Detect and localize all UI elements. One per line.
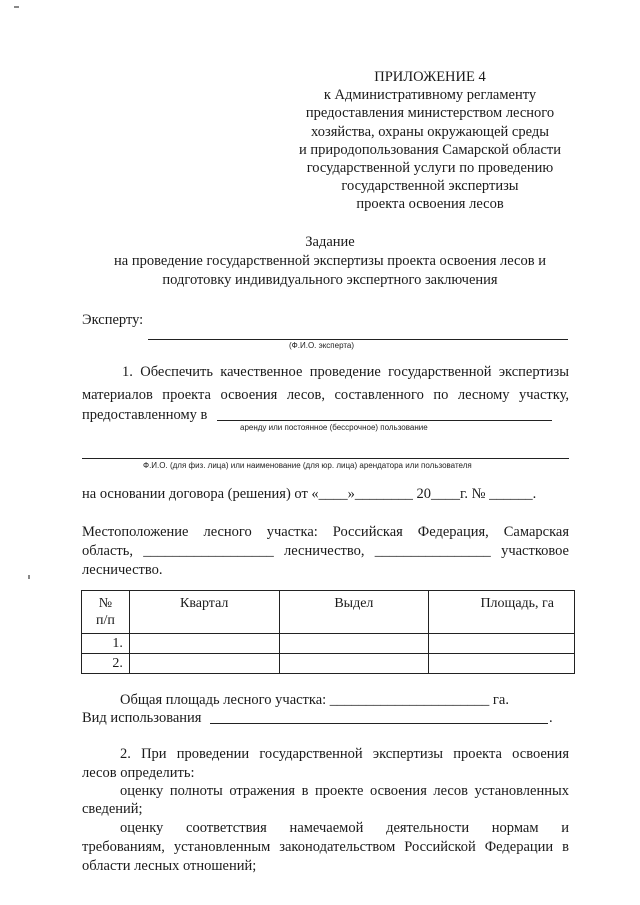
document-title <box>60 233 600 290</box>
row-area <box>429 654 575 674</box>
appendix-line: государственной услуги по проведению <box>306 160 554 177</box>
use-type-label: Вид использования <box>82 710 202 726</box>
appendix-line: и природопользования Самарской области <box>298 141 562 158</box>
table-row <box>82 634 575 654</box>
header-number: № п/п <box>82 591 130 634</box>
table-row <box>82 654 575 674</box>
tenant-line <box>82 458 569 459</box>
expert-caption: (Ф.И.О. эксперта) <box>289 341 355 350</box>
appendix-header <box>290 68 570 214</box>
header-allotment: Выдел <box>279 591 429 634</box>
section2-line3: оценку полноты отражения в проекте освоения лесов установленных <box>120 783 569 799</box>
appendix-line: к Административному регламенту <box>323 87 537 104</box>
location-line3: лесничество. <box>82 562 163 578</box>
row-quarter <box>129 654 279 674</box>
expert-label: Эксперту: <box>82 312 144 328</box>
location-line1: Местоположение лесного участка: Российская Федерация, Самарская <box>82 524 569 540</box>
section2-line4: сведений; <box>82 801 143 817</box>
section2-line1: 2. При проведении государственной экспертизы проекта освоения <box>120 746 569 762</box>
scan-mark <box>14 6 19 8</box>
use-type-line <box>210 723 548 724</box>
section2-line2: лесов определить: <box>82 765 195 781</box>
plots-table <box>81 590 575 674</box>
appendix-line: государственной экспертизы <box>341 178 519 195</box>
section1-line1: 1. Обеспечить качественное проведение государственной экспертизы <box>122 364 569 380</box>
contract-line: на основании договора (решения) от «____»________ 20____г. № ______. <box>82 486 537 502</box>
appendix-title: ПРИЛОЖЕНИЕ 4 <box>374 69 486 85</box>
rent-caption: аренду или постоянное (бессрочное) пользование <box>240 423 428 432</box>
table-header-row <box>82 591 575 634</box>
title-heading: Задание <box>305 234 355 250</box>
total-area-line: Общая площадь лесного участка: ______________________ га. <box>120 692 509 708</box>
tenant-caption: Ф.И.О. (для физ. лица) или наименование (для юр. лица) арендатора или пользователя <box>143 461 472 470</box>
header-quarter: Квартал <box>129 591 279 634</box>
title-line: на проведение государственной экспертизы проекта освоения лесов и <box>114 253 546 269</box>
title-line: подготовку индивидуального экспертного заключения <box>162 272 498 288</box>
section2-line5: оценку соответствия намечаемой деятельности нормам и <box>120 820 569 836</box>
header-area: Площадь, га <box>429 591 575 634</box>
section2-line7: области лесных отношений; <box>82 858 257 874</box>
appendix-line: предоставления министерством лесного <box>305 105 555 122</box>
use-type-period: . <box>549 710 553 726</box>
row-allotment <box>279 634 429 654</box>
row-number: 1. <box>82 634 130 654</box>
scan-mark <box>28 575 30 579</box>
appendix-line: проекта освоения лесов <box>356 196 504 213</box>
section1-line2: материалов проекта освоения лесов, составленного по лесному участку, <box>82 387 569 403</box>
row-quarter <box>129 634 279 654</box>
row-number: 2. <box>82 654 130 674</box>
location-line2: область, __________________ лесничество, ________________ участковое <box>82 543 569 559</box>
expert-name-line <box>148 339 568 340</box>
row-allotment <box>279 654 429 674</box>
rent-type-line <box>217 420 552 421</box>
section1-line3: предоставленному в <box>82 407 208 423</box>
appendix-line: хозяйства, охраны окружающей среды <box>311 123 549 140</box>
row-area <box>429 634 575 654</box>
section2-line6: требованиям, установленным законодательством Российской Федерации в <box>82 839 569 855</box>
